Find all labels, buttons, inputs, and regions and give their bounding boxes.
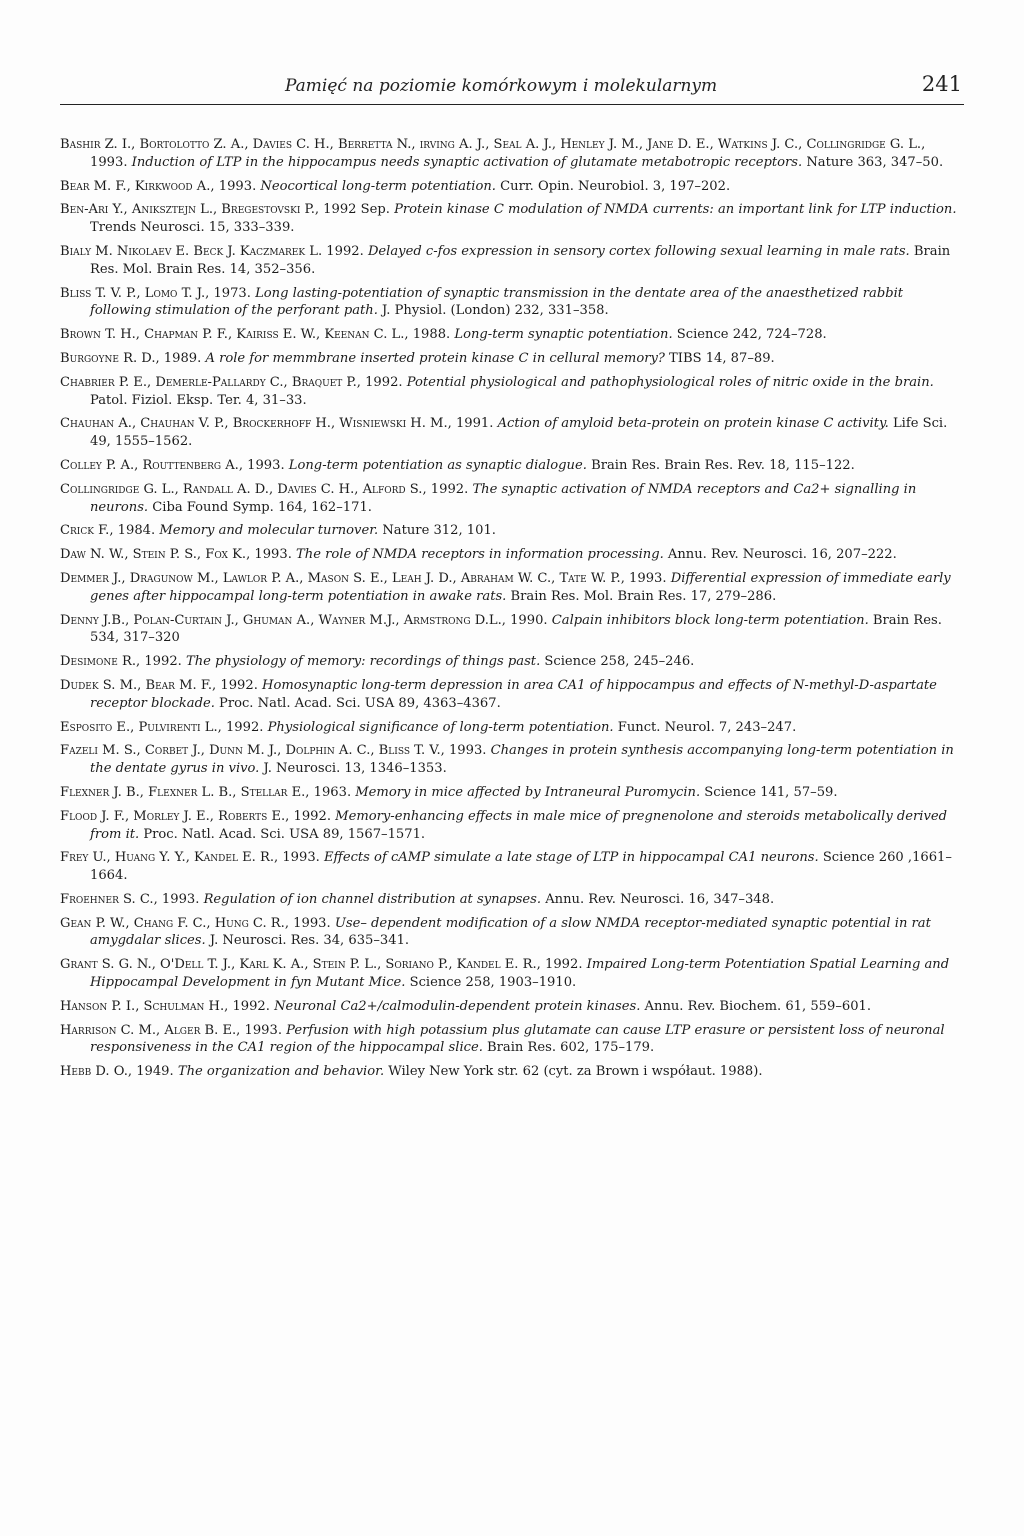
reference-authors: Denny J.B., Polan-Curtain J., Ghuman A., Wayner M.J., Armstrong D.L.,	[60, 612, 506, 628]
reference-year: 1993.	[240, 1022, 287, 1038]
reference-entry	[60, 1022, 966, 1058]
reference-title: Impaired Long-term Potentiation Spatial Learning and Hippocampal Development in fyn Mutant Mice.	[90, 957, 950, 991]
reference-entry	[60, 1063, 966, 1081]
reference-source: Funct. Neurol. 7, 243–247.	[613, 719, 797, 735]
reference-entry	[60, 350, 966, 368]
reference-entry	[60, 891, 966, 909]
reference-year: 1993.	[214, 178, 261, 194]
reference-entry	[60, 742, 966, 778]
reference-authors: Daw N. W., Stein P. S., Fox K.,	[60, 547, 251, 563]
reference-year: 1992.	[221, 719, 268, 735]
reference-source: Brain Res. 534, 317–320	[90, 612, 942, 646]
reference-authors: Burgoyne R. D.,	[60, 350, 160, 366]
reference-title: Long-term potentiation as synaptic dialogue.	[288, 457, 587, 473]
reference-year: 1993.	[157, 891, 204, 907]
reference-source: J. Physiol. (London) 232, 331–358.	[377, 303, 609, 319]
reference-authors: Ben-Ari Y., Anikszteјn L., Bregestovski P.,	[60, 202, 320, 218]
reference-title: Neuronal Ca2+/calmodulin-dependent protein kinases.	[274, 998, 641, 1014]
reference-title: Long-term synaptic potentiation.	[454, 327, 673, 343]
reference-title: Action of amyloid beta-protein on protein kinase C activity.	[497, 416, 889, 432]
page-number: 241	[921, 72, 962, 96]
reference-authors: Collingridge G. L., Randall A. D., Davies C. H., Alford S.,	[60, 481, 427, 497]
reference-entry	[60, 415, 966, 451]
reference-entry	[60, 546, 966, 564]
reference-entry	[60, 570, 966, 606]
reference-source: TIBS 14, 87–89.	[664, 350, 775, 366]
reference-entry	[60, 808, 966, 844]
reference-title: Perfusion with high potassium plus glutamate can cause LTP erasure or persistent loss of neuronal responsiveness in the CA1 region of the hippocampal slice.	[90, 1022, 945, 1056]
reference-source: Brain Res. Brain Res. Rev. 18, 115–122.	[586, 457, 855, 473]
reference-authors: Flexner J. B., Flexner L. B., Stellar E.,	[60, 784, 310, 800]
reference-source: Science 258, 245–246.	[540, 654, 695, 670]
reference-authors: Fazeli M. S., Corbet J., Dunn M. J., Dolphin A. C., Bliss T. V.,	[60, 743, 445, 759]
running-title: Pamięć na poziomie komórkowym i molekularnym	[285, 76, 718, 96]
reference-title: Changes in protein synthesis accompanying long-term potentiation in the dentate gyrus in vivo.	[90, 743, 954, 777]
reference-source: Brain Res. Mol. Brain Res. 14, 352–356.	[90, 243, 951, 277]
reference-title: The organization and behavior.	[177, 1064, 385, 1080]
reference-year: 1973.	[209, 285, 256, 301]
reference-authors: Crick F.,	[60, 523, 114, 539]
reference-title: Protein kinase C modulation of NMDA currents: an important link for LTP induction.	[394, 202, 957, 218]
reference-authors: Gean P. W., Chang F. C., Hung C. R.,	[60, 915, 289, 931]
reference-year: 1992 Sep.	[319, 202, 395, 218]
reference-year: 1993.	[242, 457, 289, 473]
reference-authors: Flood J. F., Morley J. E., Roberts E.,	[60, 808, 290, 824]
reference-entry	[60, 457, 966, 475]
reference-title: The role of NMDA receptors in information processing.	[296, 547, 664, 563]
reference-source: Annu. Rev. Biochem. 61, 559–601.	[640, 998, 872, 1014]
reference-source: Brain Res. 602, 175–179.	[482, 1040, 655, 1056]
reference-entry	[60, 178, 966, 196]
reference-year: 1992.	[216, 677, 263, 693]
reference-authors: Froehner S. C.,	[60, 891, 158, 907]
reference-year: 1992.	[540, 957, 587, 973]
reference-source: Proc. Natl. Acad. Sci. USA 89, 1567–1571.	[139, 826, 426, 842]
reference-year: 1992.	[140, 654, 186, 670]
reference-title: Memory in mice affected by Intraneural Puromycin.	[355, 784, 701, 800]
reference-authors: Frey U., Huang Y. Y., Kandel E. R.,	[60, 850, 279, 866]
reference-source: J. Neurosci. 13, 1346–1353.	[259, 761, 447, 777]
reference-source: Curr. Opin. Neurobiol. 3, 197–202.	[495, 178, 731, 194]
reference-entry	[60, 326, 966, 344]
reference-entry	[60, 481, 966, 517]
reference-source: Ciba Found Symp. 164, 162–171.	[148, 499, 372, 515]
reference-year: 1992.	[322, 243, 368, 259]
reference-title: Differential expression of immediate early genes after hippocampal long-term potentiation in awake rats.	[90, 570, 951, 604]
reference-authors: Esposito E., Pulvirenti L.,	[60, 719, 222, 735]
reference-title: Homosynaptic long-term depression in area CA1 of hippocampus and effects of N-methyl-D-aspartate receptor blockade.	[90, 677, 937, 711]
reference-authors: Desimone R.,	[60, 654, 141, 670]
reference-source: Patol. Fiziol. Eksp. Ter. 4, 31–33.	[90, 392, 307, 408]
reference-authors: Hebb D. O.,	[60, 1064, 133, 1080]
reference-title: The physiology of memory: recordings of things past.	[186, 654, 541, 670]
reference-source: Annu. Rev. Neurosci. 16, 347–348.	[541, 891, 775, 907]
reference-year: 1993.	[624, 570, 671, 586]
reference-title: Potential physiological and pathophysiological roles of nitric oxide in the brain.	[406, 374, 934, 390]
reference-entry	[60, 719, 966, 737]
reference-source: Life Sci. 49, 1555–1562.	[90, 416, 948, 450]
reference-year: 1992.	[289, 808, 336, 824]
reference-year: 1949.	[132, 1064, 178, 1080]
reference-entry	[60, 285, 966, 321]
reference-source: Wiley New York str. 62 (cyt. za Brown i współaut. 1988).	[384, 1064, 763, 1080]
reference-authors: Harrison C. M., Alger B. E.,	[60, 1022, 241, 1038]
reference-title: Effects of cAMP simulate a late stage of LTP in hippocampal CA1 neurons.	[324, 850, 819, 866]
reference-title: Physiological significance of long-term potentiation.	[267, 719, 614, 735]
running-header	[60, 74, 964, 105]
reference-source: Science 242, 724–728.	[672, 327, 827, 343]
reference-year: 1992.	[360, 374, 407, 390]
reference-year: 1991.	[451, 416, 498, 432]
reference-entry	[60, 522, 966, 540]
reference-title: Induction of LTP in the hippocampus needs synaptic activation of glutamate metabotropic receptors.	[131, 154, 803, 170]
reference-entry	[60, 243, 966, 279]
reference-title: A role for memmbrane inserted protein kinase C in cellural memory?	[205, 350, 665, 366]
reference-source: Science 258, 1903–1910.	[405, 975, 577, 991]
reference-title: Memory and molecular turnover.	[159, 523, 379, 539]
reference-entry	[60, 849, 966, 885]
reference-source: Nature 363, 347–50.	[802, 154, 944, 170]
reference-source: J. Neurosci. Res. 34, 635–341.	[205, 933, 410, 949]
reference-entry	[60, 136, 966, 172]
reference-source: Nature 312, 101.	[378, 523, 496, 539]
reference-source: Trends Neurosci. 15, 333–339.	[90, 220, 295, 236]
reference-year: 1993.	[90, 154, 132, 170]
reference-title: Regulation of ion channel distribution at synapses.	[203, 891, 542, 907]
reference-source: Science 141, 57–59.	[700, 784, 838, 800]
reference-authors: Colley P. A., Routtenberg A.,	[60, 457, 243, 473]
reference-authors: Bear M. F., Kirkwood A.,	[60, 178, 215, 194]
reference-year: 1989.	[159, 350, 206, 366]
reference-year: 1993.	[278, 850, 324, 866]
reference-title: Long lasting-potentiation of synaptic transmission in the dentate area of the anaesthetized rabbit following stimulation of the perforant path.	[90, 285, 904, 319]
reference-entry	[60, 653, 966, 671]
reference-year: 1992.	[426, 481, 473, 497]
reference-year: 1990.	[505, 612, 552, 628]
reference-authors: Bashir Z. I., Bortolotto Z. A., Davies C. H., Berretta N., irving A. J., Seal A. J., Henley J. M., Jane D. E., Watkins J. C., Collingridge G. L.,	[60, 137, 926, 152]
reference-source: Proc. Natl. Acad. Sci. USA 89, 4363–4367.	[214, 695, 501, 711]
reference-title: Calpain inhibitors block long-term potentiation.	[551, 612, 869, 628]
reference-authors: Demmer J., Dragunow M., Lawlor P. A., Mason S. E., Leah J. D., Abraham W. C., Tate W. P.,	[60, 570, 625, 586]
reference-authors: Dudek S. M., Bear M. F.,	[60, 677, 217, 693]
reference-authors: Chauhan A., Chauhan V. P., Brockerhoff H., Wisniewski H. M.,	[60, 416, 452, 432]
reference-title: Neocortical long-term potentiation.	[260, 178, 496, 194]
reference-authors: Hanson P. I., Schulman H.,	[60, 998, 229, 1014]
reference-source: Annu. Rev. Neurosci. 16, 207–222.	[663, 547, 897, 563]
reference-title: Memory-enhancing effects in male mice of pregnenolone and steroids metabolically derived from it.	[90, 808, 947, 842]
reference-source: Science 260 ,1661–1664.	[90, 850, 952, 884]
reference-year: 1963.	[309, 784, 356, 800]
reference-entry	[60, 956, 966, 992]
reference-authors: Chabrier P. E., Demerle-Pallardy C., Braquet P.,	[60, 374, 361, 390]
reference-entry	[60, 612, 966, 648]
reference-authors: Brown T. H., Chapman P. F., Kairiss E. W., Keenan C. L.,	[60, 327, 409, 343]
reference-authors: Bialy M. Nikolaev E. Beck J. Kaczmarek L.	[60, 243, 323, 259]
reference-title: The synaptic activation of NMDA receptors and Ca2+ signalling in neurons.	[90, 481, 917, 515]
reference-entry	[60, 201, 966, 237]
reference-year: 1993.	[250, 547, 297, 563]
reference-list	[60, 136, 966, 1087]
reference-authors: Grant S. G. N., O'Dell T. J., Karl K. A., Stein P. L., Soriano P., Kandel E. R.,	[60, 957, 541, 973]
reference-entry	[60, 784, 966, 802]
reference-title: Delayed c-fos expression in sensory cortex following sexual learning in male rats.	[367, 243, 910, 259]
reference-year: 1993.	[289, 915, 335, 931]
reference-year: 1984.	[113, 523, 160, 539]
reference-title: Use– dependent modification of a slow NMDA receptor-mediated synaptic potential in rat amygdalar slices.	[90, 915, 931, 949]
reference-year: 1993.	[444, 743, 491, 759]
reference-source: Brain Res. Mol. Brain Res. 17, 279–286.	[506, 588, 777, 604]
reference-entry	[60, 374, 966, 410]
reference-year: 1992.	[228, 998, 275, 1014]
reference-entry	[60, 998, 966, 1016]
reference-authors: Bliss T. V. P., Lomo T. J.,	[60, 285, 210, 301]
reference-entry	[60, 915, 966, 951]
reference-year: 1988.	[408, 327, 455, 343]
reference-entry	[60, 677, 966, 713]
